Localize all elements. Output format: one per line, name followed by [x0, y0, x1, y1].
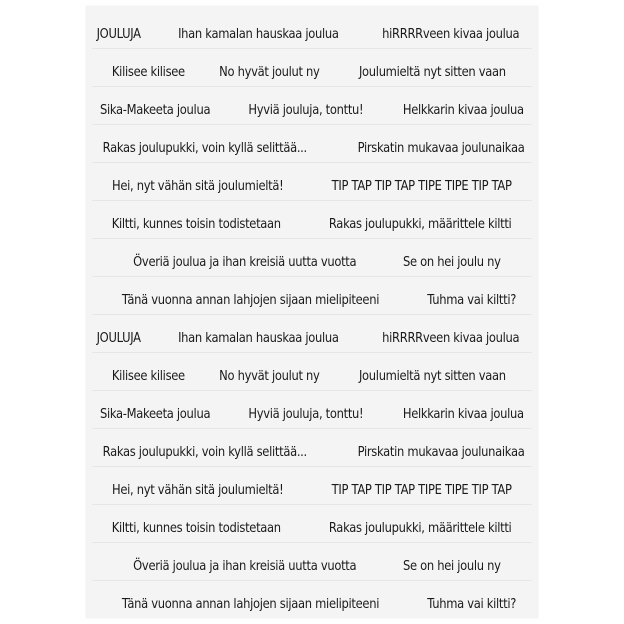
sticker-row: [86, 403, 538, 425]
sticker-text: hiRRRRveen kivaa joulua: [382, 330, 520, 346]
cut-line: [92, 162, 532, 163]
sticker-text: Pirskatin mukavaa joulunaikaa: [357, 444, 525, 460]
cut-line: [92, 238, 532, 239]
sticker-text: No hyvät joulut ny: [218, 64, 320, 80]
sticker-row: [86, 23, 538, 45]
cut-line: [92, 504, 532, 505]
cut-line: [92, 48, 532, 49]
sticker-text: Rakas joulupukki, voin kyllä selittää...: [102, 444, 308, 460]
sticker-text: Hyviä jouluja, tonttu!: [248, 406, 364, 422]
sticker-text: Kiltti, kunnes toisin todistetaan: [111, 520, 281, 536]
sticker-row: [86, 517, 538, 539]
sticker-text: Kiltti, kunnes toisin todistetaan: [111, 216, 281, 232]
sticker-sheet: [86, 6, 538, 618]
sticker-row: [86, 441, 538, 463]
sticker-text: TIP TAP TIP TAP TIPE TIPE TIP TAP: [331, 178, 512, 194]
sticker-text: Rakas joulupukki, määrittele kiltti: [328, 216, 512, 232]
sticker-text: Överiä joulua ja ihan kreisiä uutta vuotta: [133, 558, 357, 574]
sticker-row: [86, 365, 538, 387]
sticker-text: Helkkarin kivaa joulua: [402, 406, 524, 422]
sticker-row: [86, 137, 538, 159]
sticker-text: Se on hei joulu ny: [402, 558, 501, 574]
sticker-text: Överiä joulua ja ihan kreisiä uutta vuotta: [133, 254, 357, 270]
sticker-text: Rakas joulupukki, määrittele kiltti: [328, 520, 512, 536]
sticker-row: [86, 479, 538, 501]
sticker-text: Tuhma vai kiltti?: [427, 292, 516, 308]
sticker-text: Se on hei joulu ny: [402, 254, 501, 270]
cut-line: [92, 542, 532, 543]
sticker-text: TIP TAP TIP TAP TIPE TIPE TIP TAP: [331, 482, 512, 498]
sticker-text: Ihan kamalan hauskaa joulua: [177, 330, 339, 346]
sticker-text: Kilisee kilisee: [111, 368, 185, 384]
sticker-text: Sika-Makeeta joulua: [99, 406, 210, 422]
cut-line: [92, 466, 532, 467]
sticker-text: Tuhma vai kiltti?: [427, 596, 516, 612]
cut-line: [92, 580, 532, 581]
sticker-row: [86, 99, 538, 121]
cut-line: [92, 314, 532, 315]
sticker-text: Joulumieltä nyt sitten vaan: [359, 64, 507, 80]
sticker-row: [86, 289, 538, 311]
sticker-row: [86, 555, 538, 577]
sticker-text: Hyviä jouluja, tonttu!: [248, 102, 364, 118]
sticker-row: [86, 213, 538, 235]
sticker-text: Tänä vuonna annan lahjojen sijaan mielipiteeni: [121, 292, 379, 308]
cut-line: [92, 200, 532, 201]
sticker-text: Tänä vuonna annan lahjojen sijaan mielipiteeni: [121, 596, 379, 612]
sticker-text: JOULUJA: [96, 330, 141, 346]
sticker-text: Hei, nyt vähän sitä joulumieltä!: [111, 178, 284, 194]
cut-line: [92, 352, 532, 353]
cut-line: [92, 390, 532, 391]
sticker-row: [86, 327, 538, 349]
cut-line: [92, 276, 532, 277]
sticker-text: JOULUJA: [96, 26, 141, 42]
sticker-text: Sika-Makeeta joulua: [99, 102, 210, 118]
sticker-text: Rakas joulupukki, voin kyllä selittää...: [102, 140, 308, 156]
sticker-row: [86, 593, 538, 615]
sticker-text: Joulumieltä nyt sitten vaan: [359, 368, 507, 384]
sticker-text: Pirskatin mukavaa joulunaikaa: [357, 140, 525, 156]
sticker-text: Kilisee kilisee: [111, 64, 185, 80]
sticker-row: [86, 61, 538, 83]
cut-line: [92, 124, 532, 125]
sticker-text: Hei, nyt vähän sitä joulumieltä!: [111, 482, 284, 498]
sticker-text: Ihan kamalan hauskaa joulua: [177, 26, 339, 42]
sticker-row: [86, 175, 538, 197]
cut-line: [92, 428, 532, 429]
sticker-text: Helkkarin kivaa joulua: [402, 102, 524, 118]
sticker-text: hiRRRRveen kivaa joulua: [382, 26, 520, 42]
sticker-row: [86, 251, 538, 273]
cut-line: [92, 86, 532, 87]
sticker-text: No hyvät joulut ny: [218, 368, 320, 384]
